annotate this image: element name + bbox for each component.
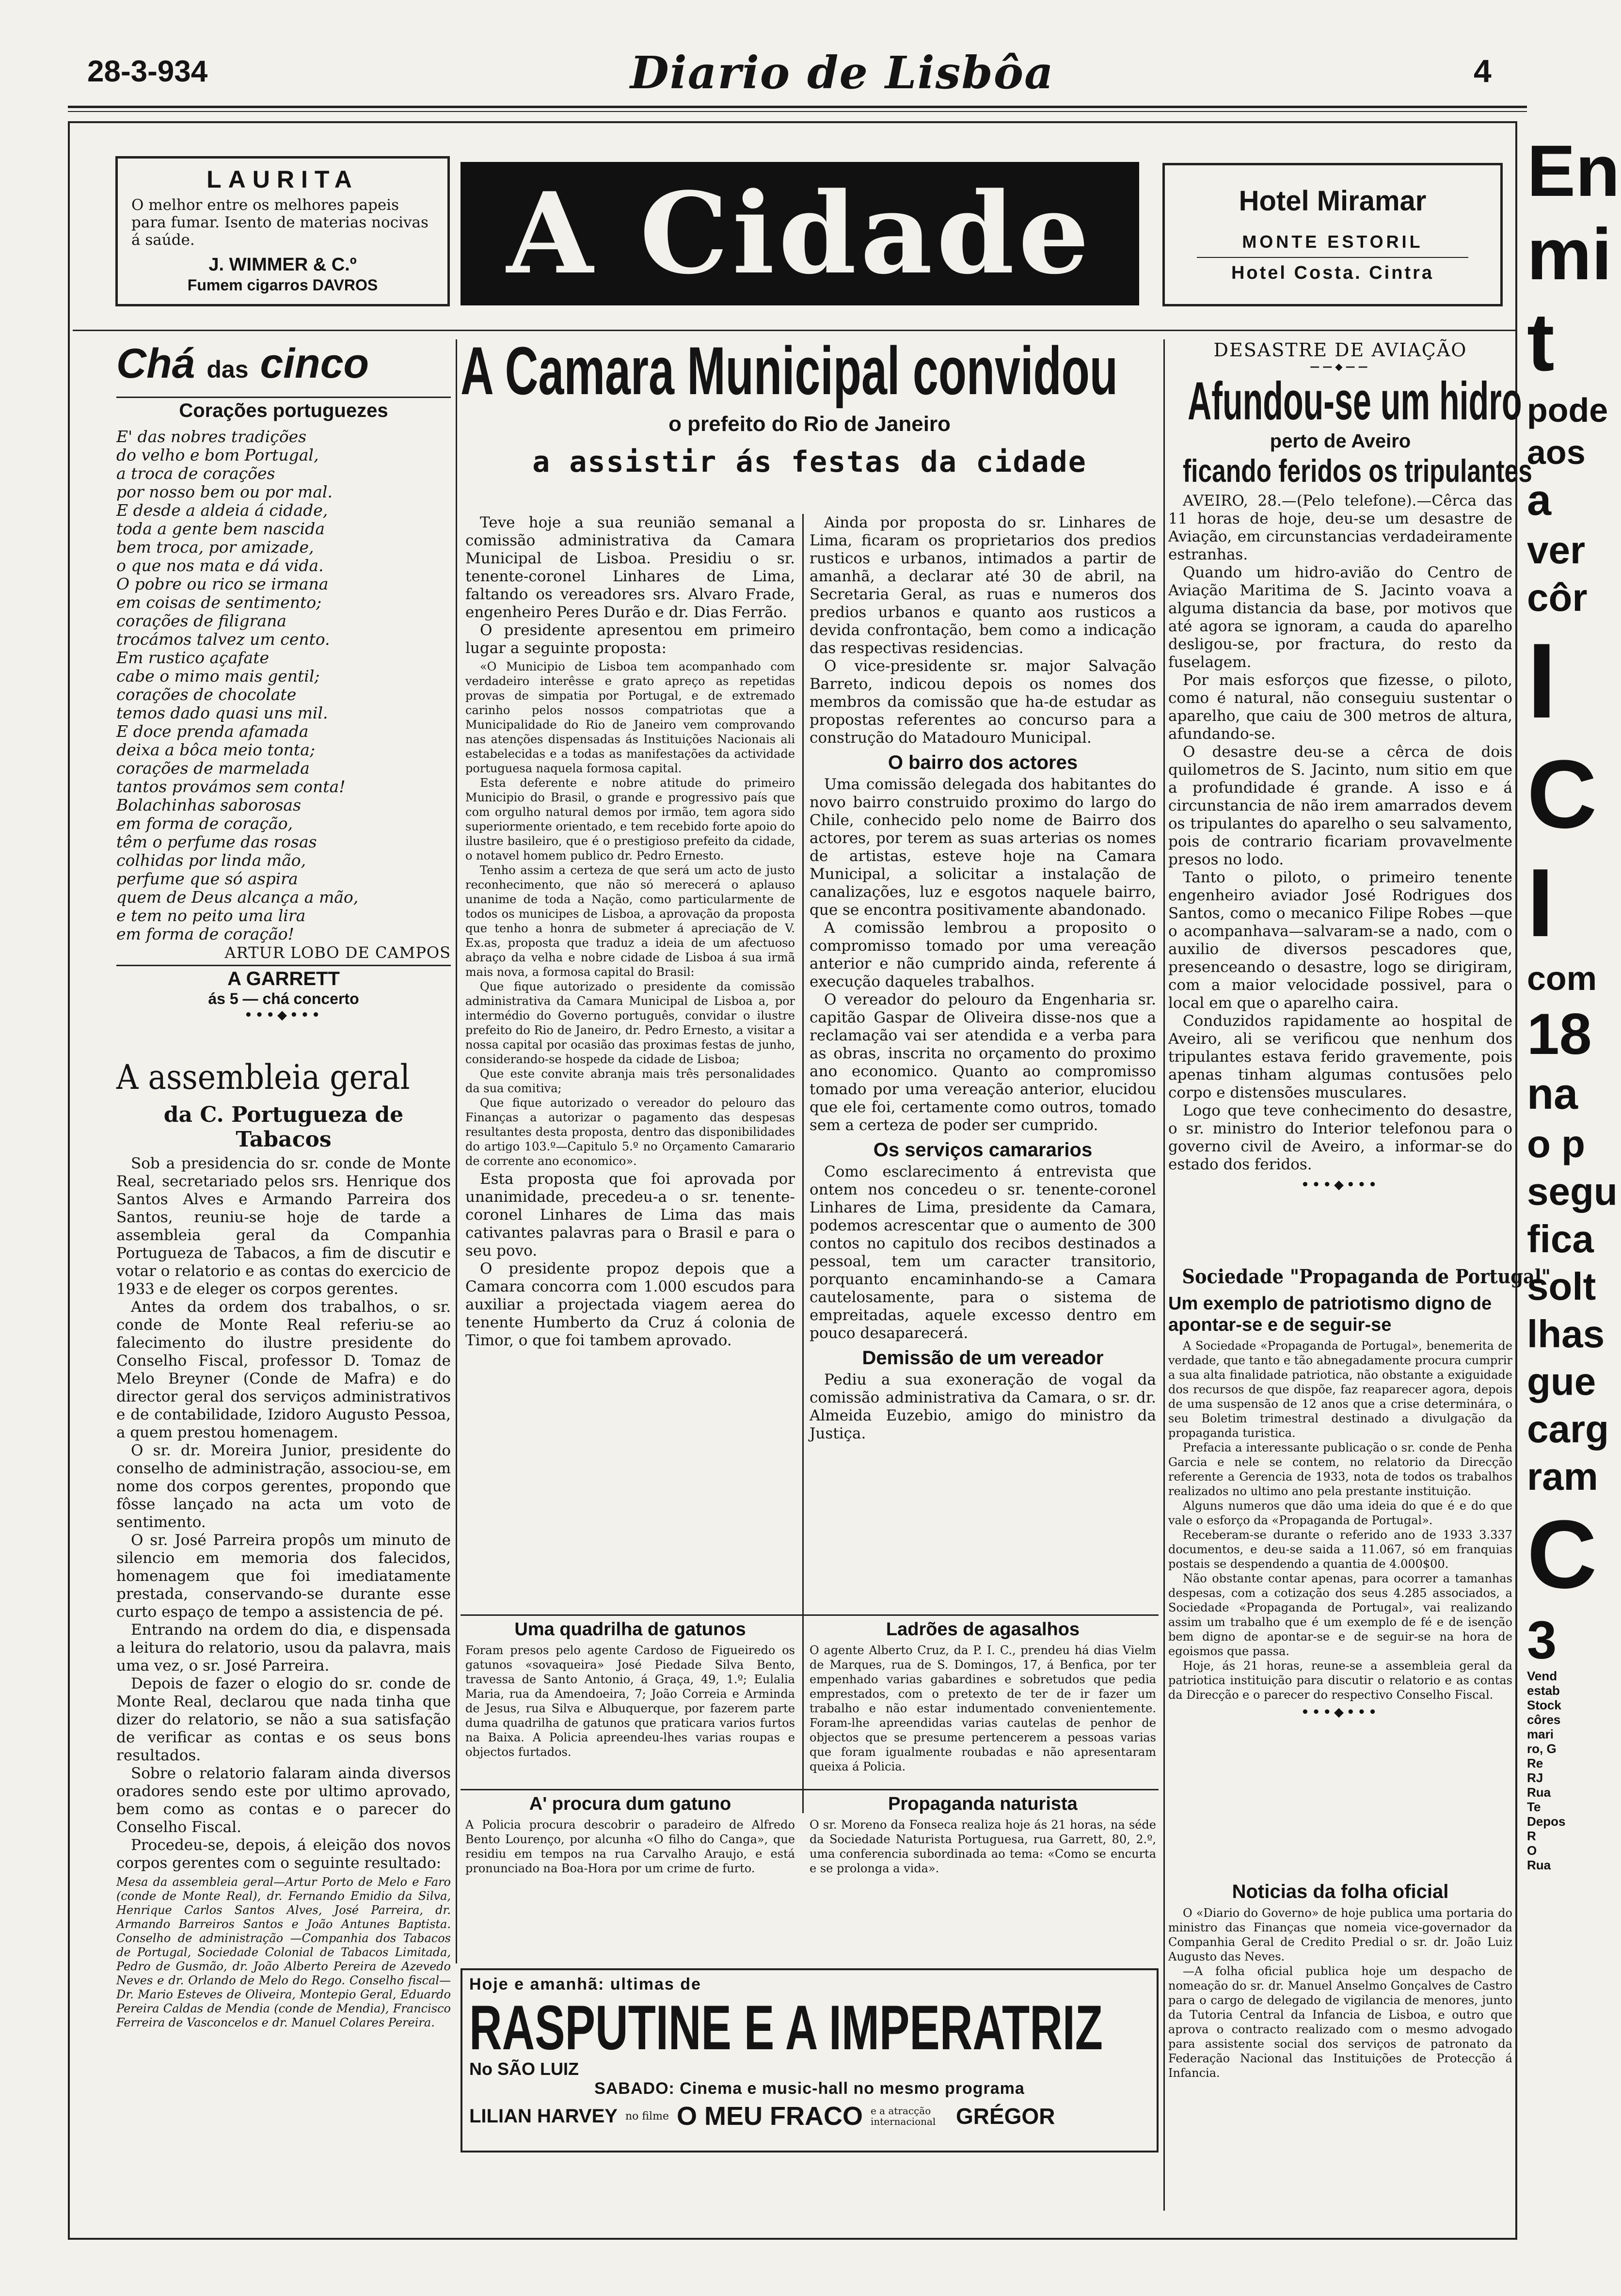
poem-line: em forma de coração, (116, 814, 293, 833)
article-paragraph: Ainda por proposta do sr. Linhares de Lima, ficaram os proprietarios dos predios rusticos e urbanos, intimados a partir de amanhã, a declarar até 30 de abril, na Secretaria Geral, as ruas e numeros dos predios urbanos e quanto aos rusticos a devida confrontação, bem como a indicação das respectivas residencias. (810, 514, 1156, 657)
article-paragraph: A comissão lembrou a proposito o compromisso tomado por uma vereação anterior e não cumprido ainda, referente á execução daqueles trabalhos. (810, 919, 1156, 990)
servicos-title: Os serviços camararios (873, 1139, 1093, 1161)
poem-stanza (116, 649, 451, 722)
sociedade-title: Sociedade "Propaganda de Portugal" (1182, 1265, 1551, 1288)
edge-fragment: Depos (1527, 1814, 1566, 1829)
edge-fragment: Stock (1527, 1697, 1561, 1712)
article-paragraph: Alguns numeros que dão uma ideia do que é e do que vale o esforço da «Propaganda de Portugal». (1168, 1499, 1512, 1527)
poem-line: temos dado quasi uns mil. (116, 703, 328, 722)
poem-line: O pobre ou rico se irmana (116, 574, 329, 593)
rasputine-ad (461, 1968, 1159, 2152)
article-paragraph: Logo que teve conhecimento do desastre, o sr. ministro do Interior telefonou para o governo civil de Aveiro, a informar-se do estado dos feridos. (1168, 1102, 1512, 1173)
quadrilha-title: Uma quadrilha de gatunos (514, 1619, 746, 1640)
article-paragraph: Tanto o piloto, o primeiro tenente engenheiro aviador José Rodrigues dos Santos, como o mecanico Filipe Robes —que o acompanhava—salvaram-se a nado, com o auxilio de diversos pescadores que, presenceando o desastre, logo se dirigiram, com a maior velocidade possivel, para o local em que o aparelho caira. (1168, 869, 1512, 1012)
edge-fragment: I (1527, 849, 1554, 957)
edge-fragment: C (1527, 1500, 1597, 1609)
rasputine-star: LILIAN HARVEY (469, 2105, 618, 2127)
noticias-title: Noticias da folha oficial (1232, 1881, 1449, 1902)
cha-venue: A GARRETT (227, 968, 340, 989)
ladroes-title: Ladrões de agasalhos (886, 1619, 1080, 1640)
laurita-maker: J. WIMMER & C.º (208, 255, 357, 275)
poem-line: corações de filigrana (116, 611, 286, 630)
article-paragraph: Entrando na ordem do dia, e dispensada a leitura do relatorio, usou da palavra, mais uma vez, o sr. José Parreira. (116, 1621, 451, 1674)
rasputine-attr: e a atracção internacional (870, 2105, 936, 2127)
rasputine-no-filme: no filme (625, 2110, 669, 2122)
rasputine-sabado: SABADO: Cinema e music-hall no mesmo programa (594, 2079, 1025, 2098)
article-paragraph: Pediu a sua exoneração de vogal da comissão administrativa da Camara, o sr. dr. Almeida Euzebio, amigo do ministro da Justiça. (810, 1371, 1156, 1442)
edge-fragment: ram (1527, 1455, 1598, 1498)
divider (116, 397, 451, 398)
actores-title: O bairro dos actores (888, 752, 1078, 773)
demissao-body (810, 1371, 1156, 1443)
article-paragraph: Uma comissão delegada dos habitantes do novo bairro construido proximo do largo do Chile, conhecido pelo nome de Bairro dos actores, por terem as suas arterias os nomes de artistas, esteve hoje na Camara Municipal, a solicitar a instalação de canalizações, luz e esgotos naquele bairro, que se encontra positivamente abandonado. (810, 776, 1156, 919)
issue-date: 28-3-934 (87, 55, 208, 88)
article-paragraph: Quando um hidro-avião do Centro de Aviação Maritima de S. Jacinto voava a alguma distancia da base, por motivos que até agora se ignoram, a cauda do aparelho desligou-se, por fractura, do resto da fuselagem. (1168, 564, 1512, 671)
edge-fragment: 18 (1527, 1001, 1592, 1067)
camara-headline: A Camara Municipal convidou (461, 333, 1118, 409)
masthead-rule (68, 106, 1527, 112)
edge-fragment: 3 (1527, 1610, 1557, 1670)
poem-line: corações de marmelada (116, 759, 310, 778)
laurita-ad (115, 156, 450, 306)
naturista-title: Propaganda naturista (888, 1794, 1078, 1814)
quadrilha-body: Foram presos pelo agente Cardoso de Figueiredo os gatunos «sovaqueira» José Piedade Silva Bento, travessa de Santo Antonio, á Graça, 49, 1.º; Eulalia Maria, rua da Amendoeira, 7; João Correia e Arminda de Jesus, rua Silva e Albuquerque, por fazerem parte duma quadrilha de gatunos que praticara varios furtos na Baixa. A Policia apreendeu-lhes varias roupas e objectos furtados. (465, 1643, 795, 1759)
edge-fragment: Rua (1527, 1785, 1551, 1800)
ornament: •••◆••• (244, 1008, 323, 1022)
desastre-kicker: DESASTRE DE AVIAÇÃO (1213, 339, 1467, 361)
desastre-body (1168, 492, 1512, 1174)
column-rule (456, 339, 457, 1963)
poem-line: a troca de corações (116, 464, 275, 483)
assembleia-subhead: da C. Portugueza de Tabacos (163, 1102, 404, 1152)
edge-fragment: RJ (1527, 1770, 1543, 1785)
divider (116, 965, 451, 966)
section-banner: A Cidade (461, 162, 1139, 305)
sociedade-body (1168, 1339, 1512, 1702)
poem-line: trocámos talvez um cento. (116, 630, 330, 649)
cha-column (116, 339, 451, 1022)
article-paragraph: Receberam-se durante o referido ano de 1933 3.337 documentos, e deu-se saida a 11.067, só em franquias postais se despendendo a quantia de 4.000$00. (1168, 1528, 1512, 1571)
rasputine-venue: No SÃO LUIZ (469, 2059, 579, 2079)
edge-fragment: Te (1527, 1799, 1541, 1814)
camara-column-2 (810, 514, 1156, 1443)
article-paragraph: O vice-presidente sr. major Salvação Barreto, indicou depois os nomes dos membros da comissão que ha-de estudar as propostas referentes ao concurso para a construção do Matadouro Municipal. (810, 657, 1156, 747)
noticias-article (1168, 1881, 1512, 2080)
servicos-body (810, 1163, 1156, 1342)
cha-time: ás 5 — chá concerto (208, 990, 359, 1007)
edge-fragment: Re (1527, 1755, 1543, 1770)
article-paragraph: Conduzidos rapidamente ao hospital de Aveiro, ali se verificou que nenhum dos tripulantes estava ferido gravemente, pois apenas tinham algumas contusões pelo corpo e distensões musculares. (1168, 1012, 1512, 1101)
camara-proposal (465, 659, 795, 1168)
article-paragraph: O presidente propoz depois que a Camara concorra com 1.000 escudos para auxiliar a projectada viagem aerea do tenente Humberto da Cruz á colonia de Timor, o que foi tambem aprovado. (465, 1260, 795, 1349)
article-paragraph: Sob a presidencia do sr. conde de Monte Real, secretariado pelos srs. Henrique dos Santos Alves e Armando Parreira dos Santos, reuniu-se hoje de tarde a assembleia geral da Companhia Portugueza de Tabacos, a fim de discutir e votar o relatorio e as contas do exercicio de 1933 e de eleger os corpos gerentes. (116, 1155, 451, 1298)
cha-title-a: Chá (116, 340, 195, 387)
article-paragraph: Sobre o relatorio falaram ainda diversos oradores sendo este por ultimo aprovado, bem como as contas e o parecer do Conselho Fiscal. (116, 1765, 451, 1836)
hotel-ad (1162, 163, 1503, 306)
proposal-paragraph: Esta deferente e nobre atitude do primeiro Municipio do Brasil, o grande e progressivo país que com orgulho natural demos por irmão, tem agora sido superiormente orientado, e tem recebido forte apoio do ilustre basileiro, que é o prestigioso prefeito da cidade, o notavel homem publico dr. Pedro Ernesto. (465, 776, 795, 862)
cha-author: ARTUR LOBO DE CAMPOS (224, 943, 451, 962)
poem-stanza (116, 796, 451, 870)
article-paragraph: AVEIRO, 28.—(Pelo telefone).—Cêrca das 11 horas de hoje, deu-se um desastre de Aviação, em circunstancias verdadeiramente estranhas. (1168, 492, 1512, 563)
proposal-paragraph: «O Municipio de Lisboa tem acompanhado com verdadeiro interêsse e grato apreço as repetidas provas de simpatia por Portugal, e de extremado carinho pelos nossos compatriotas que a Municipalidade do Rio de Janeiro vem comprovando nas atenções dispensadas ás Instituições Nacionais ali estabelecidas e a todas as manifestações da actividade portuguesa naquela formosa capital. (465, 660, 795, 775)
edge-fragment: gue (1527, 1360, 1596, 1403)
camara-sub2: a assistir ás festas da cidade (532, 445, 1087, 479)
desastre-sub2: ficando feridos os tripulantes (1183, 453, 1532, 489)
hotel-name: Hotel Miramar (1239, 185, 1427, 217)
rasputine-act: GRÉGOR (955, 2104, 1055, 2129)
article-paragraph: A Sociedade «Propaganda de Portugal», benemerita de verdade, que tanto e tão abnegadamente procura cumprir a sua alta finalidade patriotica, não obstante a exiguidade dos recursos de que dispõe, faz reaparecer agora, depois de uma suspensão de 12 anos que a crise determinára, o seu Boletim trimestral destinado a divulgação da propaganda turistica. (1168, 1339, 1512, 1440)
edge-fragment: Rua (1527, 1857, 1551, 1872)
desastre-sub1: perto de Aveiro (1270, 430, 1411, 452)
article-paragraph: Por mais esforços que fizesse, o piloto, como é natural, não conseguiu sustentar o aparelho, que caiu de 300 metros de altura, afundando-se. (1168, 671, 1512, 743)
camara-intro (465, 514, 795, 657)
hotel-other: Hotel Costa. Cintra (1231, 263, 1434, 283)
edge-fragment: carg (1527, 1407, 1609, 1451)
edge-fragment: solt (1527, 1265, 1596, 1308)
poem-line: em forma de coração! (116, 925, 294, 943)
poem-line: E' das nobres tradições (116, 427, 307, 446)
section-rule (461, 1789, 1159, 1790)
poem-line: cabe o mimo mais gentil; (116, 667, 320, 686)
edge-fragment: com (1527, 959, 1597, 997)
poem-line: têm o perfume das rosas (116, 832, 317, 851)
article-paragraph: Teve hoje a sua reunião semanal a comissão administrativa da Camara Municipal de Lisboa. Presidiu o sr. tenente-coronel Linhares de Lima, faltando os vereadores srs. Alvaro Frade, engenheiro Peres Durão e dr. Dias Ferrão. (465, 514, 795, 621)
edge-fragment: a (1527, 476, 1552, 525)
edge-fragment: O (1527, 1843, 1537, 1858)
cha-title-b: das (207, 356, 249, 383)
edge-fragment: En (1527, 130, 1620, 211)
edge-fragment: estab (1527, 1683, 1560, 1698)
camara-sub1: o prefeito do Rio de Janeiro (668, 412, 951, 436)
proposal-paragraph: Tenho assim a certeza de que será um acto de justo reconhecimento, que não só merecerá o aplauso unanime de toda a Nação, como particularmente de todos os municipes de Lisboa, a aprovação da proposta que tenho a honra de submeter á apreciação de V. Ex.as, proposta que traduz a ideia de um afectuoso abraço da velha e nobre cidade de Lisboa á sua irmã mais nova, a formosa capital do Brasil: (465, 863, 795, 979)
edge-fragment: ver (1527, 528, 1586, 572)
edge-fragment: côr (1527, 576, 1588, 619)
article-paragraph: Hoje, ás 21 horas, reune-se a assembleia geral da patriotica instituição para discutir o relatorio e as contas da Direcção e o parecer do respectivo Conselho Fiscal. (1168, 1659, 1512, 1702)
laurita-brand: LAURITA (207, 166, 359, 193)
poem-line: Bolachinhas saborosas (116, 796, 302, 814)
article-paragraph: O sr. José Parreira propôs um minuto de silencio em memoria dos falecidos, homenagem que foi imediatamente prestada, conservando-se durante esse curto espaço de tempo a assistencia de pé. (116, 1531, 451, 1621)
ornament: •••◆••• (1301, 1178, 1380, 1192)
article-paragraph: O desastre deu-se a cêrca de dois quilometros de S. Jacinto, num sitio em que a profundidade é grande. A isso e á circunstancia de não irem amarrados devem os tripulantes do aparelho o seu salvamento, pois de contrario ficariam provavelmente presos no lodo. (1168, 743, 1512, 868)
hotel-rule (1197, 257, 1468, 258)
edge-fragment: C (1527, 740, 1597, 848)
article-paragraph: Como esclarecimento á entrevista que ontem nos concedeu o sr. tenente-coronel Linhares de Lima, presidente da Camara, podemos acrescentar que o aumento de 300 contos no capitulo dos recibos destinados a pessoal, tem um caracter transitorio, porquanto encaminhando-se a Camara cautelosamente, para o sistema de empreitadas, aquele excesso dentro em pouco desaparecerá. (810, 1163, 1156, 1342)
poem-line: perfume que só aspira (116, 869, 298, 888)
ornament: ——◆—— (1310, 361, 1371, 372)
column-rule (1163, 339, 1165, 2211)
ladroes-body: O agente Alberto Cruz, da P. I. C., prendeu há dias Vielm de Marques, rua de S. Domingos, 17, á Benfica, por ter empenhado varias gabardines e sobretudos que pedia emprestados, com o pretexto de ter de ir fazer um trabalho e não estar indumentado convenientemente. Foram-lhe apreendidas varias cautelas de penhor de objectos que se presume pertencerem a pessoas varias que foram igualmente roubadas e não apresentaram queixa á Policia. (810, 1643, 1156, 1773)
edge-fragment: côres (1527, 1712, 1561, 1727)
adjacent-page-strip (1527, 126, 1621, 2279)
poem-line: por nosso bem ou por mal. (116, 482, 333, 501)
laurita-text: O melhor entre os melhores papeis para fumar. Isento de materias nocivas á saúde. (131, 196, 429, 249)
naturista-body: O sr. Moreno da Fonseca realiza hoje ás 21 horas, na séde da Sociedade Naturista Portuguesa, rua Garrett, 80, 2.º, uma conferencia subordinada ao tema: «Como se encurta e se prolonga a vida». (810, 1818, 1156, 1875)
poem-line: deixa a bôca meio tonta; (116, 740, 315, 759)
edge-fragment: t (1527, 296, 1555, 388)
quadrilha-article (465, 1619, 795, 1759)
article-paragraph: Não obstante contar apenas, para ocorrer a tamanhas despesas, com a cotização dos seus 4.285 associados, a Sociedade «Propaganda de Portugal», vai realizando assim um trabalho que é um exemplo de fé e de isenção bem digno de apontar-se e de seguir-se na hora de egoismos que passa. (1168, 1572, 1512, 1658)
assembleia-article (116, 1057, 451, 2030)
assembleia-results: Mesa da assembleia geral—Artur Porto de Melo e Faro (conde de Monte Real), dr. Fernando Emidio da Silva, Henrique Carlos Santos Alves, José Parreira, dr. Armando Barreiros Santos e João Antunes Baptista. Conselho de administração —Companhia dos Tabacos de Portugal, Sociedade Colonial de Tabacos Limitada, Pedro de Gusmão, dr. João Alberto Pereira de Azevedo Neves e dr. Orlando de Melo do Rego. Conselho fiscal—Dr. Mario Esteves de Oliveira, Montepio Geral, Eduardo Pereira Caldas de Mendia (conde de Mendia), Francisco Ferreira de Vasconcelos e dr. Manuel Colares Pereira. (116, 1875, 451, 2029)
edge-fragment: mi (1527, 213, 1612, 295)
article-paragraph: O sr. dr. Moreira Junior, presidente do conselho de administração, associou-se, em nome dos corpos gerentes, propondo que fôsse lançado na acta um voto de sentimento. (116, 1442, 451, 1531)
poem-line: tantos provámos sem conta! (116, 777, 346, 796)
poem-stanza (116, 501, 451, 575)
edge-fragment: R (1527, 1828, 1536, 1843)
rasputine-top: Hoje e amanhã: ultimas de (469, 1975, 701, 1993)
demissao-title: Demissão de um vereador (862, 1347, 1104, 1369)
ladroes-article (810, 1619, 1156, 1774)
rasputine-title: RASPUTINE E A IMPERATRIZ (469, 1992, 1103, 2063)
page-number: 4 (1474, 53, 1492, 89)
edge-fragment: fica (1527, 1217, 1594, 1260)
cha-title (116, 339, 451, 394)
procura-body: A Policia procura descobrir o paradeiro de Alfredo Bento Lourenço, por alcunha «O filho do Canga», que residiu em tempos na rua Carvalho Araujo, e está pronunciado na Boa-Hora por um crime de furto. (465, 1818, 795, 1875)
poem-line: do velho e bom Portugal, (116, 446, 319, 464)
proposal-paragraph: Que este convite abranja mais três personalidades da sua comitiva; (465, 1067, 795, 1095)
poem-line: e tem no peito uma lira (116, 906, 306, 925)
assembleia-body (116, 1155, 451, 1872)
poem-stanza (116, 428, 451, 501)
poem-stanza (116, 722, 451, 796)
camara-continuation (810, 514, 1156, 747)
rasputine-film: O MEU FRACO (676, 2102, 863, 2131)
article-paragraph: Antes da ordem dos trabalhos, o sr. conde de Monte Real referiu-se ao falecimento do ilustre presidente do Conselho Fiscal, professor D. Tomaz de Melo Breyner (Conde de Mafra) e do director geral dos serviços administrativos e de contabilidade, Izidoro Augusto Pessoa, a quem prestou homenagem. (116, 1298, 451, 1441)
section-rule (73, 330, 1517, 331)
edge-fragment: segu (1527, 1170, 1618, 1213)
naturista-article (810, 1794, 1156, 1876)
article-paragraph: O presidente apresentou em primeiro lugar a seguinte proposta: (465, 622, 795, 657)
poem-line: E desde a aldeia á cidade, (116, 501, 328, 520)
poem-line: quem de Deus alcança a mão, (116, 888, 359, 907)
poem-stanza (116, 870, 451, 943)
actores-body (810, 776, 1156, 1134)
poem-stanza (116, 575, 451, 649)
article-paragraph: Depois de fazer o elogio do sr. conde de Monte Real, declarou que nada tinha que dizer do relatorio, se não a sua satisfação de verificar as contas e os seus bons resultados. (116, 1675, 451, 1764)
edge-fragment: Vend (1527, 1668, 1557, 1683)
ornament: •••◆••• (1301, 1705, 1380, 1720)
desastre-headline: Afundou-se um hidro (1188, 371, 1522, 431)
noticias-body (1168, 1906, 1512, 2080)
assembleia-headline: A assembleia geral (116, 1057, 410, 1097)
edge-fragment: I (1527, 621, 1557, 740)
procura-title: A' procura dum gatuno (529, 1794, 731, 1814)
section-rule (461, 1614, 1159, 1616)
article-paragraph: O «Diario do Governo» de hoje publica uma portaria do ministro das Finanças que nomeia vice-governador da Companhia Geral de Credito Predial o sr. dr. João Luiz Augusto das Neves. (1168, 1906, 1512, 1963)
edge-fragment: na (1527, 1069, 1578, 1118)
poem-line: Em rustico açafate (116, 648, 269, 667)
cha-subtitle: Corações portuguezes (179, 400, 388, 421)
poem-line: toda a gente bem nascida (116, 519, 325, 538)
cha-title-c: cinco (260, 340, 369, 387)
rasputine-bill (469, 2101, 1150, 2131)
desastre-article (1168, 339, 1532, 1192)
poem-line: em coisas de sentimento; (116, 593, 322, 612)
sociedade-sub: Um exemplo de patriotismo digno de apontar-se e de seguir-se (1168, 1293, 1492, 1335)
column-rule (802, 514, 804, 1813)
camara-header (461, 335, 1159, 479)
laurita-cta: Fumem cigarros DAVROS (187, 276, 378, 294)
article-paragraph: O vereador do pelouro da Engenharia sr. capitão Gaspar de Oliveira disse-nos que a reclamação vai ser atendida e a verba para as obras, inscrita no orçamento do proximo ano economico. Quanto ao compromisso tomado por uma vereação anterior, elucidou que ele foi, certamente como outros, tomado sem a certeza de poder ser cumprido. (810, 991, 1156, 1134)
article-paragraph: Prefacia a interessante publicação o sr. conde de Penha Garcia e nele se contem, no relatorio da Direcção referente a Gerencia de 1933, nota de todos os trabalhos realizados no ultimo ano pela prestante instituição. (1168, 1441, 1512, 1498)
newspaper-title: Diario de Lisbôa (630, 47, 1054, 99)
edge-fragment: o p (1527, 1122, 1585, 1165)
camara-column-1 (465, 514, 795, 1350)
article-paragraph: Esta proposta que foi aprovada por unanimidade, precedeu-a o sr. tenente-coronel Linhares de Lima das mais cativantes palavras para o Brasil e para o seu povo. (465, 1170, 795, 1260)
hotel-place: MONTE ESTORIL (1242, 232, 1423, 252)
article-paragraph: —A folha oficial publica hoje um despacho de nomeação do sr. dr. Manuel Anselmo Gonçalves de Castro para o cargo de delegado de vigilancia de menores, junto da Tutoria Central da Infancia de Lisboa, e outro que aprova o contracto realizado com o mesmo advogado para assistente social dos serviços de patronato da Federação Nacional das Instituições de Protecção á Infancia. (1168, 1964, 1512, 2080)
article-paragraph: Procedeu-se, depois, á eleição dos novos corpos gerentes com o seguinte resultado: (116, 1836, 451, 1872)
edge-fragment: ro, G (1527, 1741, 1557, 1756)
proposal-paragraph: Que fique autorizado o presidente da comissão administrativa da Camara Municipal de Lisboa a, por intermédio do Governo português, convidar o ilustre prefeito do Rio de Janeiro, dr. Pedro Ernesto, a visitar a nossa capital por ocasião das proximas festas de junho, considerando-se hospede da cidade de Lisboa; (465, 980, 795, 1066)
poem-line: E doce prenda afamada (116, 722, 309, 741)
edge-fragment: mari (1527, 1726, 1554, 1741)
edge-fragment: lhas (1527, 1312, 1605, 1355)
edge-fragment: pode (1527, 391, 1608, 429)
poem-line: colhidas por linda mão, (116, 851, 306, 870)
poem-line: corações de chocolate (116, 685, 297, 704)
edge-fragment: aos (1527, 433, 1586, 471)
procura-article (465, 1794, 795, 1876)
proposal-paragraph: Que fique autorizado o vereador do pelouro das Finanças a autorizar o pagamento das despesas resultantes desta proposta, dentro das disponibilidades do artigo 103.º—Capitulo 5.º no Orçamento Camarario de corrente ano economico». (465, 1096, 795, 1168)
poem-line: bem troca, por amizade, (116, 538, 314, 557)
poem-line: o que nos mata e dá vida. (116, 556, 324, 575)
cha-poem (116, 428, 451, 943)
camara-closing (465, 1170, 795, 1350)
